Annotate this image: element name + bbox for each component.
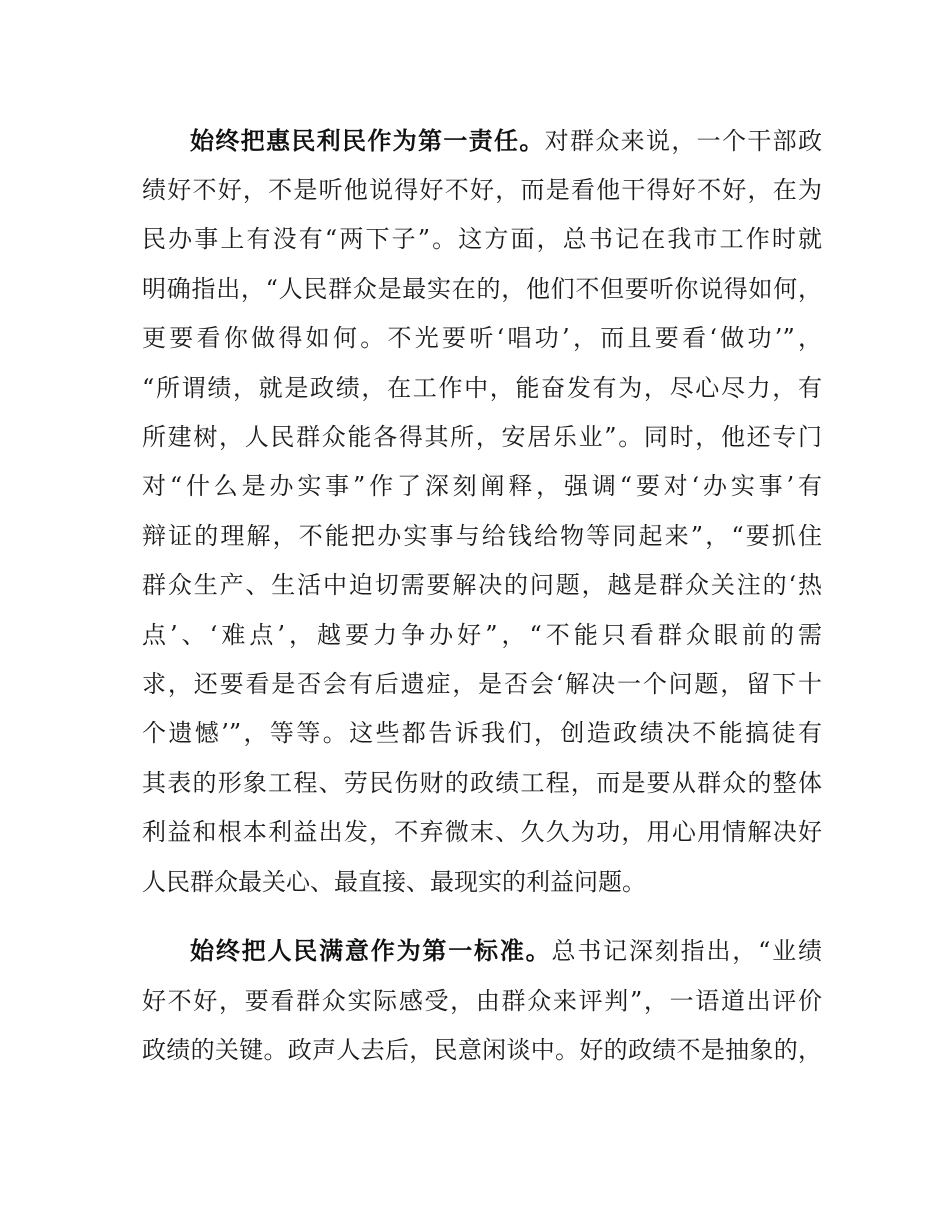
paragraph-1-line-5: 更要看你做得如何。不光要听‘唱功’，而且要看‘做功’”， [142,324,822,352]
paragraph-1-line-11: 点’、‘难点’，越要力争办好”，“不能只看群众眼前的需 [142,621,822,649]
paragraph-2-line-1 [190,931,822,971]
paragraph-1-line-4: 明确指出，“人民群众是最实在的，他们不但要听你说得如何， [142,275,822,303]
paragraph-1-line-16: 人民群众最关心、最直接、最现实的利益问题。 [142,868,646,896]
paragraph-1-heading: 始终把惠民利民作为第一责任。 [190,127,545,155]
paragraph-2-heading: 始终把人民满意作为第一标准。 [190,937,552,965]
paragraph-1-line-9: 辩证的理解，不能把办实事与给钱给物等同起来”，“要抓住 [142,522,822,550]
paragraph-2-text: 总书记深刻指出，“业绩 [551,937,823,965]
paragraph-1-text: 对群众来说，一个干部政 [544,127,823,155]
paragraph-2-line-2: 好不好，要看群众实际感受，由群众来评判”，一语道出评价 [142,987,822,1015]
paragraph-1-line-3: 民办事上有没有“两下子”。这方面，总书记在我市工作时就 [142,225,822,253]
paragraph-1-line-10: 群众生产、生活中迫切需要解决的问题，越是群众关注的‘热 [142,571,822,599]
paragraph-1-line-1 [190,121,822,161]
paragraph-1-line-6: “所谓绩，就是政绩，在工作中，能奋发有为，尽心尽力，有 [142,374,822,402]
paragraph-1-line-8: 对“什么是办实事”作了深刻阐释，强调“要对‘办实事’有 [142,472,822,500]
paragraph-1-line-13: 个遗憾’”，等等。这些都告诉我们，创造政绩决不能搞徒有 [142,719,822,747]
paragraph-2-line-3: 政绩的关键。政声人去后，民意闲谈中。好的政绩不是抽象的， [142,1036,822,1064]
paragraph-1-line-12: 求，还要看是否会有后遗症，是否会‘解决一个问题，留下十 [142,670,822,698]
paragraph-1-line-14: 其表的形象工程、劳民伤财的政绩工程，而是要从群众的整体 [142,769,822,797]
paragraph-1-line-2: 绩好不好，不是听他说得好不好，而是看他干得好不好，在为 [142,176,822,204]
paragraph-1-line-15: 利益和根本利益出发，不弃微末、久久为功，用心用情解决好 [142,818,822,846]
paragraph-1-line-7: 所建树，人民群众能各得其所，安居乐业”。同时，他还专门 [142,423,822,451]
